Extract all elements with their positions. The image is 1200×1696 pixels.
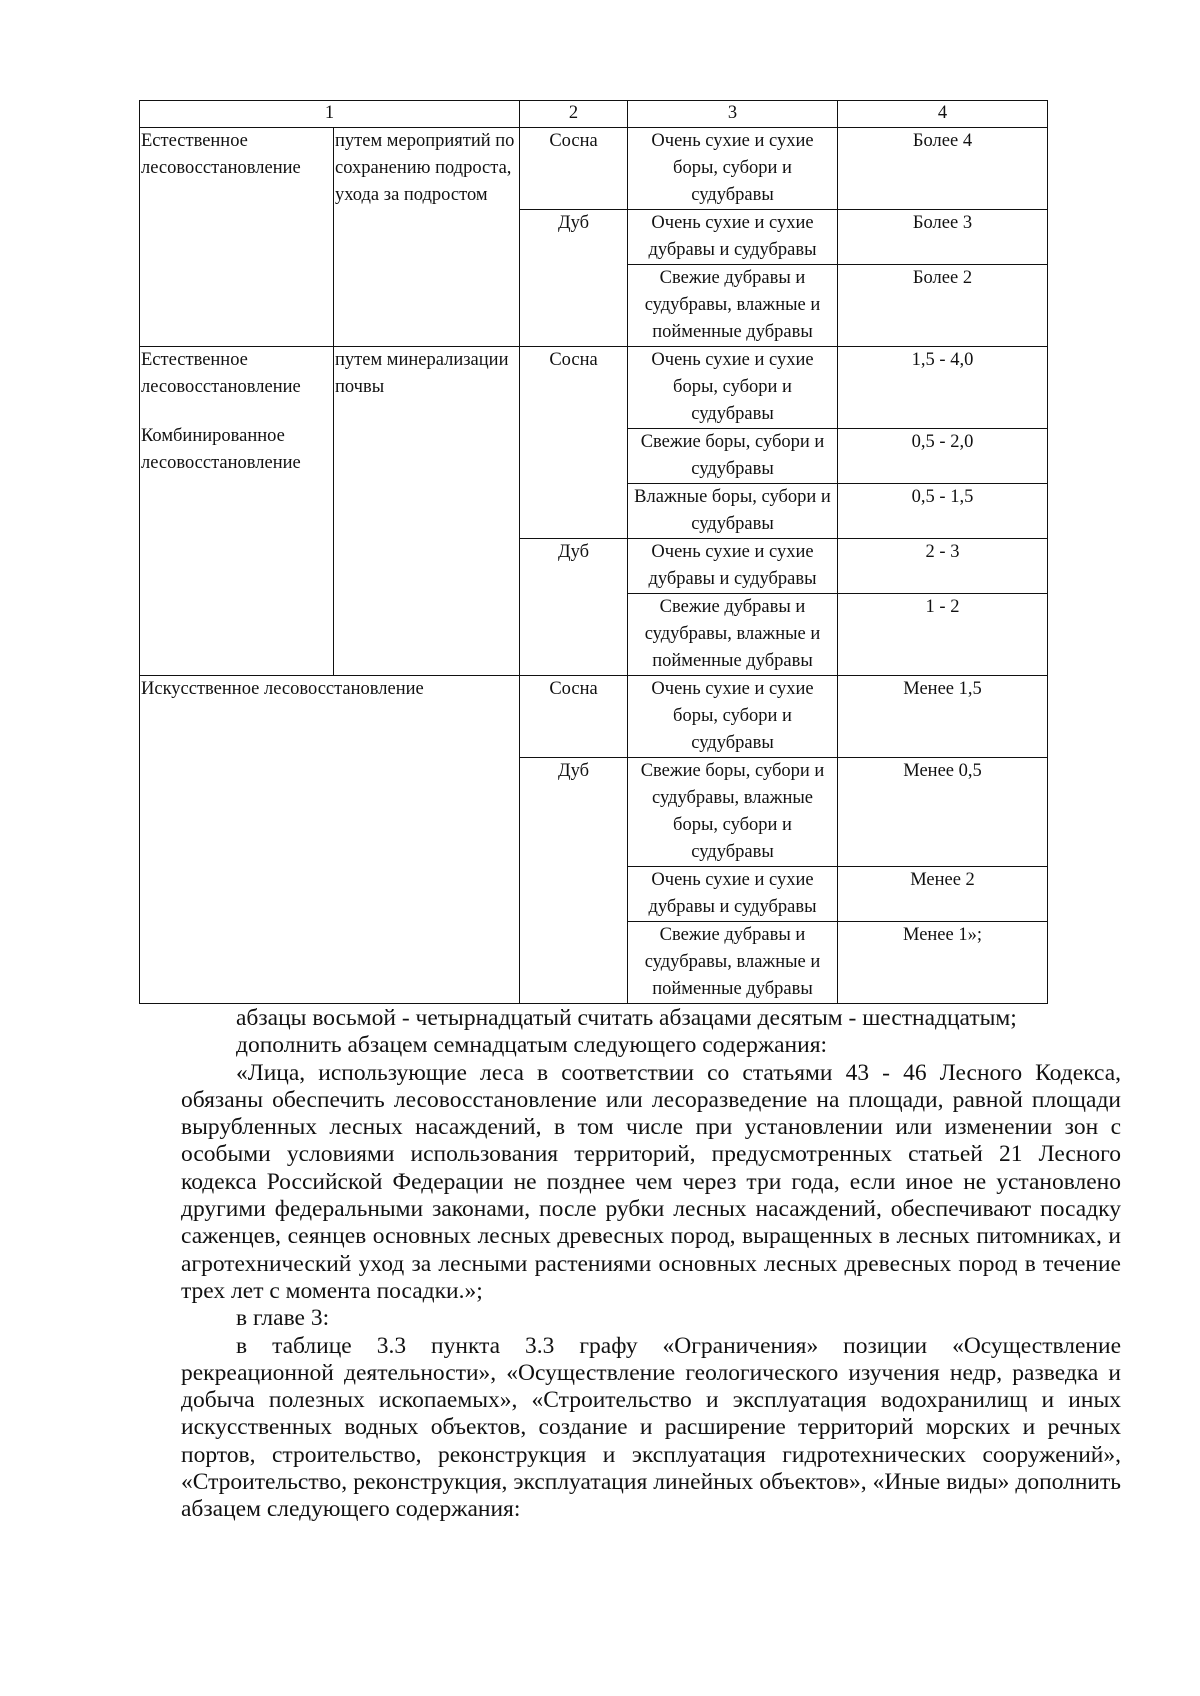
method-label: Естественное лесовосстановление (141, 350, 301, 397)
table-row (140, 676, 1048, 758)
value-cell: Менее 1»; (838, 922, 1048, 1004)
paragraph: «Лица, использующие леса в соответствии со статьями 43 - 46 Лесного Кодекса, обязаны обеспечить лесовосстановление или лесоразведение на площади, равной площади вырубленных лесных насаждений, в том числе при установлении или изменении зон с особыми условиями использования территорий, предусмотренных статьей 21 Лесного кодекса Российской Федерации не позднее чем через три года, если иное не установлено другими федеральными законами, после рубки лесных насаждений, обеспечивают посадку саженцев, сеянцев основных лесных древесных пород, выращенных в лесных питомниках, и агротехнический уход за лесными растениями основных лесных древесных пород в течение трех лет с момента посадки.»; (181, 1059, 1121, 1304)
paragraph: в таблице 3.3 пункта 3.3 графу «Ограничения» позиции «Осуществление рекреационной деятельности», «Осуществление геологического изучения недр, разведка и добыча полезных ископаемых», «Строительство и эксплуатация водохранилищ и иных искусственных водных объектов, создание и расширение территорий морских и речных портов, строительство, реконструкция и эксплуатация гидротехнических сооружений», «Строительство, реконструкция, эксплуатация линейных объектов», «Иные виды» дополнить абзацем следующего содержания: (181, 1332, 1121, 1523)
condition-cell: Очень сухие и сухие дубравы и судубравы (628, 867, 838, 922)
paragraph: абзацы восьмой - четырнадцатый считать абзацами десятым - шестнадцатым; (236, 1005, 1017, 1031)
condition-cell: Свежие боры, субори и судубравы (628, 429, 838, 484)
condition-cell: Свежие дубравы и судубравы, влажные и пойменные дубравы (628, 265, 838, 347)
method-label: Комбинированное лесовосстановление (141, 426, 301, 473)
method-cell (140, 128, 334, 347)
header-col-2: 2 (520, 101, 628, 128)
table-row (140, 347, 1048, 429)
value-cell: Более 4 (838, 128, 1048, 210)
condition-cell: Очень сухие и сухие дубравы и судубравы (628, 539, 838, 594)
species-cell: Сосна (520, 676, 628, 758)
condition-cell: Очень сухие и сухие боры, субори и судубравы (628, 676, 838, 758)
species-cell: Сосна (520, 128, 628, 210)
condition-cell: Очень сухие и сухие дубравы и судубравы (628, 210, 838, 265)
condition-cell: Очень сухие и сухие боры, субори и судубравы (628, 128, 838, 210)
condition-cell: Свежие боры, субори и судубравы, влажные боры, субори и судубравы (628, 758, 838, 867)
header-col-1: 1 (140, 101, 520, 128)
value-cell: Более 2 (838, 265, 1048, 347)
condition-cell: Свежие дубравы и судубравы, влажные и пойменные дубравы (628, 922, 838, 1004)
condition-cell: Влажные боры, субори и судубравы (628, 484, 838, 539)
value-cell: 2 - 3 (838, 539, 1048, 594)
table-header-row (140, 101, 1048, 128)
table-row (140, 128, 1048, 210)
paragraph: дополнить абзацем семнадцатым следующего содержания: (236, 1032, 828, 1059)
species-cell: Сосна (520, 347, 628, 539)
method-label: Естественное лесовосстановление (141, 131, 301, 178)
value-cell: 0,5 - 1,5 (838, 484, 1048, 539)
value-cell: 1,5 - 4,0 (838, 347, 1048, 429)
way-cell: путем мероприятий по сохранению подроста, ухода за подростом (334, 128, 520, 347)
header-col-3: 3 (628, 101, 838, 128)
method-cell (140, 347, 334, 676)
body-text (181, 1005, 1121, 1524)
way-cell: путем минерализации почвы (334, 347, 520, 676)
value-cell: 0,5 - 2,0 (838, 429, 1048, 484)
method-cell (140, 676, 520, 1004)
value-cell: 1 - 2 (838, 594, 1048, 676)
paragraph: в главе 3: (236, 1305, 330, 1332)
species-cell: Дуб (520, 210, 628, 347)
reforestation-table (139, 100, 1048, 1004)
value-cell: Менее 2 (838, 867, 1048, 922)
species-cell: Дуб (520, 539, 628, 676)
header-col-4: 4 (838, 101, 1048, 128)
value-cell: Более 3 (838, 210, 1048, 265)
species-cell: Дуб (520, 758, 628, 1004)
value-cell: Менее 0,5 (838, 758, 1048, 867)
condition-cell: Свежие дубравы и судубравы, влажные и пойменные дубравы (628, 594, 838, 676)
method-label: Искусственное лесовосстановление (141, 679, 424, 699)
value-cell: Менее 1,5 (838, 676, 1048, 758)
condition-cell: Очень сухие и сухие боры, субори и судубравы (628, 347, 838, 429)
